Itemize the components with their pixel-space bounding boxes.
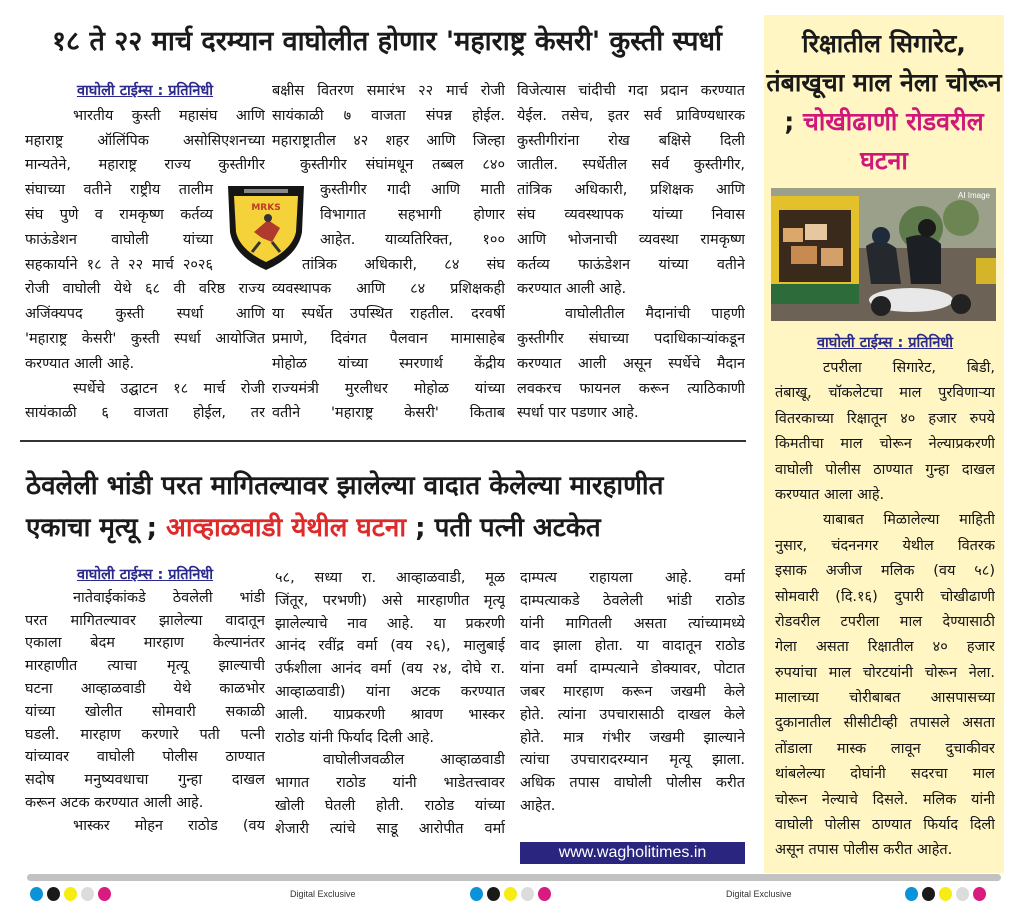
website-link[interactable]: www.wagholitimes.in: [520, 842, 745, 864]
text-line: यांच्यावर वाघोली पोलीस ठाण्यात: [25, 749, 265, 766]
top-article-column-3: [517, 79, 745, 426]
text-line: एकाला बेदम मारहाण केल्यानंतर: [25, 635, 265, 652]
registration-dot: [98, 887, 111, 901]
headline-text: ; पती पत्नी अटकेत: [406, 513, 601, 543]
text-line: मोहोळ यांच्या स्मरणार्थ केंद्रीय: [272, 355, 505, 372]
bottom-article-column-3: [520, 567, 745, 818]
text-line: संघ व्यवस्थापक यांच्या निवास: [517, 206, 745, 223]
text-line: कुस्तीगीर गादी आणि माती: [320, 182, 505, 199]
text-line: बक्षीस वितरण समारंभ २२ मार्च रोजी: [272, 83, 505, 99]
text-line: रोडवरील टपरीला माल देण्यासाठी: [775, 613, 995, 630]
text-line: यांना वर्मा दाम्पत्याने डोक्यावर, पोटात: [520, 661, 745, 678]
text-line: वितरकाच्या रिक्षातून ४० हजार रुपये: [775, 410, 995, 427]
text-line: सायंकाळी ६ वाजता होईल, तर: [25, 405, 265, 422]
text-line: करण्यात आली आहे.: [25, 355, 135, 372]
registration-dot: [470, 887, 483, 901]
text-line: आहेत. याव्यतिरिक्त, १००: [320, 231, 505, 248]
ai-image-label: AI Image: [957, 191, 990, 200]
text-line: नुसार, चंदननगर येथील वितरक: [775, 537, 995, 554]
footer-label: Digital Exclusive: [726, 889, 792, 899]
text-line: याबाबत मिळालेल्या माहिती: [823, 512, 995, 529]
bottom-article-headline-line2: [26, 508, 748, 548]
text-line: थांबलेल्या दोघांनी सदरचा माल: [775, 766, 995, 783]
text-line: राज्यमंत्री मुरलीधर मोहोळ यांच्या: [272, 380, 505, 397]
text-line: दाम्पत्याकडे ठेवलेली भांडी राठोड: [520, 592, 745, 609]
section-divider: [20, 440, 746, 442]
registration-dot: [30, 887, 43, 901]
text-line: महाराष्ट्रातील ४२ शहर आणि जिल्हा: [272, 132, 505, 149]
text-line: कुस्तीगीर संघाच्या पदाधिकाऱ्यांकडून: [517, 330, 745, 347]
text-line: सहकार्याने १८ ते २२ मार्च २०२६: [25, 256, 213, 273]
headline-highlight: आव्हाळवाडी येथील घटना: [166, 513, 407, 543]
text-line: वाद झाला होता. या वादातून राठोड: [520, 638, 745, 655]
registration-dot: [64, 887, 77, 901]
text-line: करण्यात आली असून स्पर्धेचे मैदान: [517, 355, 745, 372]
text-line: जबर मारहाण करून जखमी केले: [520, 683, 745, 700]
text-line: वाघोलीजवळील आव्हाळवाडी: [323, 752, 505, 769]
text-line: राठोड यांनी फिर्याद दिली आहे.: [275, 729, 434, 746]
text-line: आणि भोजनाची व्यवस्था रामकृष्ण: [517, 231, 745, 248]
text-line: या स्पर्धेत उपस्थित राहतील. दरवर्षी: [272, 306, 505, 323]
text-line: लवकरच फायनल करून त्याठिकाणी: [517, 380, 745, 397]
text-line: रुपयांचा माल चोरटयांनी चोरून नेला.: [775, 664, 995, 681]
byline: वाघोली टाईम्स : प्रतिनिधी: [76, 567, 214, 583]
registration-dot: [922, 887, 935, 901]
text-line: तांत्रिक अधिकारी, प्रशिक्षक आणि: [517, 182, 745, 199]
text-line: मालाच्या चोरीबाबत आसपासच्या: [775, 690, 995, 707]
registration-dot: [939, 887, 952, 901]
text-line: आनंद रवींद्र वर्मा (वय २६), मालुबाई: [275, 638, 505, 655]
text-line: प्रमाणे, दिवंगत पैलवान मामासाहेब: [272, 330, 505, 347]
text-line: इसाक अजीज मलिक (वय ५८): [775, 563, 995, 580]
registration-marks-center: [470, 887, 551, 901]
wrestling-association-logo: [224, 180, 308, 272]
text-line: सोमवारी (दि.१६) दुपारी चोखीढाणी: [775, 588, 995, 605]
text-line: त्यांचा उपचारादरम्यान मृत्यू झाला.: [520, 752, 745, 769]
text-line: आहेत.: [520, 797, 556, 814]
text-line: यांच्या खोलीत सोमवारी सकाळी: [25, 703, 265, 720]
text-line: स्पर्धा पार पडणार आहे.: [517, 405, 639, 422]
text-line: मारहाणीत त्याचा मृत्यू झाल्याची: [25, 658, 265, 675]
text-line: घटना आव्हाळवाडी येथे काळभोर: [25, 680, 265, 697]
text-line: वतीने 'महाराष्ट्र केसरी' किताब: [272, 405, 505, 422]
registration-dot: [538, 887, 551, 901]
text-line: सायंकाळी ७ वाजता संपन्न होईल.: [272, 107, 505, 124]
text-line: संघाच्या वतीने राष्ट्रीय तालीम: [25, 182, 213, 199]
text-line: महाराष्ट्र ऑलिंपिक असोसिएशनच्या: [25, 132, 265, 149]
text-line: तोंडाला मास्क लावून दुचाकीवर: [775, 740, 995, 757]
theft-scene-image: [771, 188, 996, 321]
headline-text: रिक्षातील सिगारेट, तंबाखूचा माल नेला चोरून ;: [766, 29, 1002, 136]
text-line: यांनी मागितली असता त्यांच्यामध्ये: [520, 615, 745, 632]
text-line: रोजी वाघोली येथे ६८ वी वरिष्ठ राज्य: [25, 281, 265, 298]
footer-bar: [27, 874, 1001, 881]
registration-marks-left: [30, 887, 111, 901]
text-line: नातेवाईकांकडे ठेवलेली भांडी: [73, 589, 265, 606]
bottom-article-headline-line1: ठेवलेली भांडी परत मागितल्यावर झालेल्या वादात केलेल्या मारहाणीत: [26, 471, 664, 501]
text-line: परत मागितल्यावर झालेल्या वादातून: [25, 612, 265, 629]
text-line: वाघोली पोलीस ठाण्यात गुन्हा दाखल: [775, 461, 995, 478]
text-line: किमतीचा माल चोरून नेल्याप्रकरणी: [775, 436, 995, 453]
text-line: अधिक तपास वाघोली पोलीस करीत: [520, 775, 745, 792]
svg-text:MRKS: MRKS: [251, 203, 281, 213]
text-line: गेला असता रिक्षातील ४० हजार: [775, 639, 995, 656]
text-line: होते. त्यांना उपचारासाठी दाखल केले: [520, 706, 745, 723]
bottom-article-column-2: [275, 567, 505, 841]
text-line: मान्यतेने, महाराष्ट्र राज्य कुस्तीगीर: [25, 157, 265, 174]
text-line: चोरून नेल्याचे दिसले. मलिक यांनी: [775, 791, 995, 808]
text-line: आव्हाळवाडी) यांना अटक करण्यात: [275, 683, 505, 700]
text-line: कुस्तीगीर संघांमधून तब्बल ८४०: [300, 157, 505, 174]
text-line: ५८, सध्या रा. आव्हाळवाडी, मूळ: [275, 570, 505, 586]
text-line: जातील. स्पर्धेतील सर्व कुस्तीगीर,: [517, 157, 745, 174]
text-line: असून तपास पोलीस करीत आहेत.: [775, 842, 953, 859]
text-line: झालेल्याचे नाव आहे. या प्रकरणी: [275, 615, 505, 632]
registration-dot: [973, 887, 986, 901]
text-line: वाघोलीतील मैदानांची पाहणी: [565, 306, 745, 323]
registration-dot: [521, 887, 534, 901]
sidebar-headline: [764, 24, 1004, 180]
text-line: येईल. तसेच, इतर सर्व प्राविण्यधारक: [517, 107, 745, 124]
text-line: खोली घेतली होती. राठोड यांच्या: [275, 797, 505, 814]
text-line: कर्तव्य फाऊंडेशन यांच्या वतीने: [517, 256, 745, 273]
text-line: करून अटक करण्यात आली आहे.: [25, 794, 204, 811]
text-line: जिंतूर, परभणी) असे मारहाणीत मृत्यू: [275, 592, 505, 609]
sidebar-article-body: [775, 330, 995, 864]
text-line: घडली. मारहाण करणारे पती पत्नी: [25, 726, 265, 743]
text-line: 'महाराष्ट्र केसरी' कुस्ती स्पर्धा आयोजित: [25, 330, 265, 347]
byline: वाघोली टाईम्स : प्रतिनिधी: [816, 335, 954, 351]
text-line: करण्यात आला आहे.: [775, 486, 885, 503]
text-line: विजेत्यास चांदीची गदा प्रदान करण्यात: [517, 83, 745, 99]
registration-dot: [47, 887, 60, 901]
text-line: सदोष मनुष्यवधाचा गुन्हा दाखल: [25, 772, 265, 789]
text-line: टपरीला सिगारेट, बिडी,: [823, 360, 995, 376]
byline: वाघोली टाईम्स : प्रतिनिधी: [76, 83, 214, 99]
registration-dot: [487, 887, 500, 901]
text-line: तंबाखू, चॉकलेटचा माल पुरविणाऱ्या: [775, 385, 995, 402]
registration-dot: [905, 887, 918, 901]
headline-text: एकाचा मृत्यू ;: [26, 513, 167, 543]
text-line: तांत्रिक अधिकारी, ८४ संघ: [302, 256, 505, 273]
registration-marks-right: [905, 887, 986, 901]
headline-highlight: चोखीढाणी रोडवरील घटना: [803, 107, 984, 175]
bottom-article-column-1: [25, 564, 265, 838]
registration-dot: [504, 887, 517, 901]
text-line: भारतीय कुस्ती महासंघ आणि: [73, 107, 265, 124]
text-line: दाम्पत्य राहायला आहे. वर्मा: [520, 570, 745, 586]
text-line: अजिंक्यपद कुस्ती स्पर्धा आणि: [25, 306, 265, 323]
text-line: दुकानातील सीसीटीव्ही तपासले असता: [775, 715, 995, 732]
text-line: आली. याप्रकरणी श्रावण भास्कर: [275, 706, 505, 723]
text-line: स्पर्धेचे उद्घाटन १८ मार्च रोजी: [73, 380, 265, 397]
text-line: करण्यात आली आहे.: [517, 281, 627, 298]
footer-label: Digital Exclusive: [290, 889, 356, 899]
registration-dot: [81, 887, 94, 901]
text-line: होते. मात्र गंभीर जखमी झाल्याने: [520, 729, 745, 746]
text-line: विभागात सहभागी होणार: [320, 206, 505, 223]
text-line: संघ पुणे व रामकृष्ण कर्तव्य: [25, 206, 213, 223]
text-line: वाघोली पोलीस ठाण्यात फिर्याद दिली: [775, 817, 995, 834]
text-line: कुस्तीगीरांना रोख बक्षिसे दिली: [517, 132, 745, 149]
registration-dot: [956, 887, 969, 901]
text-line: भागात राठोड यांनी भाडेतत्त्वावर: [275, 775, 505, 792]
text-line: उर्फशीला आनंद वर्मा (वय २४, दोघे रा.: [275, 661, 505, 678]
text-line: व्यवस्थापक आणि ८४ प्रशिक्षकही: [272, 281, 505, 298]
text-line: शेजारी त्यांचे साडू आरोपीत वर्मा: [275, 820, 505, 837]
text-line: फाऊंडेशन वाघोली यांच्या: [25, 231, 213, 248]
top-article-headline: १८ ते २२ मार्च दरम्यान वाघोलीत होणार 'महाराष्ट्र केसरी' कुस्ती स्पर्धा: [51, 26, 723, 57]
text-line: भास्कर मोहन राठोड (वय: [73, 817, 265, 834]
